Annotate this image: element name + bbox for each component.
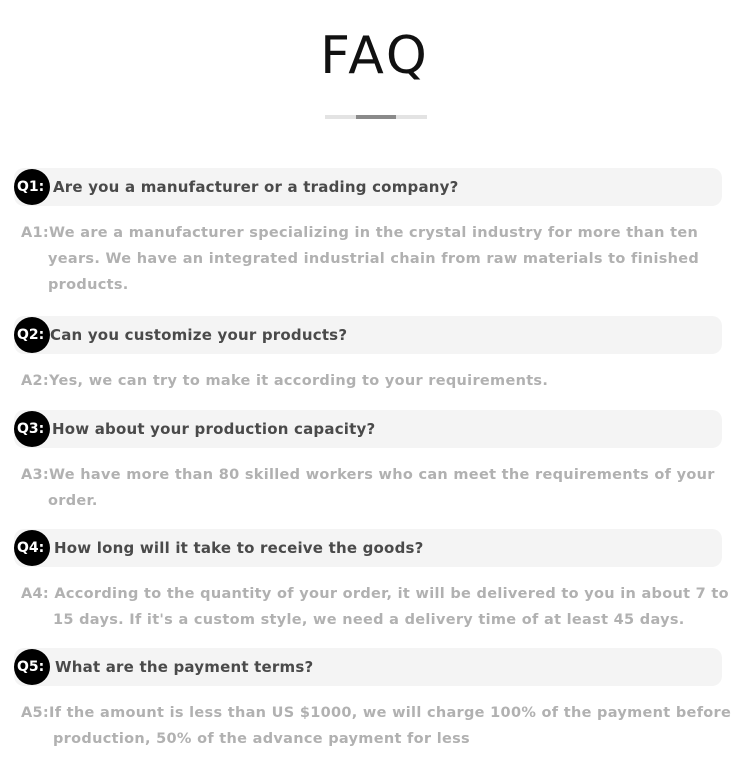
question-text-1: Are you a manufacturer or a trading company? <box>53 178 459 196</box>
question-badge-1: Q1: <box>14 169 50 205</box>
answer-2-line-1: A2:Yes, we can try to make it according to your requirements. <box>21 373 549 389</box>
question-text-2: Can you customize your products? <box>50 326 348 344</box>
faq-question-1 <box>14 168 722 206</box>
question-badge-5: Q5: <box>14 649 50 685</box>
answer-5-line-1: A5:If the amount is less than US $1000, we will charge 100% of the payment before <box>21 705 732 721</box>
faq-question-5 <box>14 648 722 686</box>
faq-answer-4 <box>21 581 729 633</box>
answer-4-line-2: 15 days. If it's a custom style, we need a delivery time of at least 45 days. <box>53 612 685 628</box>
faq-answer-2 <box>21 368 721 394</box>
question-badge-3: Q3: <box>14 411 50 447</box>
answer-1-line-3: products. <box>48 277 129 293</box>
answer-3-line-1: A3:We have more than 80 skilled workers who can meet the requirements of your <box>21 467 715 483</box>
answer-1-line-1: A1:We are a manufacturer specializing in the crystal industry for more than ten <box>21 225 699 241</box>
page-title: FAQ <box>320 26 430 86</box>
answer-1-line-2: years. We have an integrated industrial chain from raw materials to finished <box>48 251 700 267</box>
question-badge-4: Q4: <box>14 530 50 566</box>
faq-question-3 <box>14 410 722 448</box>
faq-answer-5 <box>21 700 732 752</box>
faq-question-2 <box>14 316 722 354</box>
faq-answer-1 <box>21 220 721 298</box>
question-text-5: What are the payment terms? <box>55 658 314 676</box>
faq-answer-3 <box>21 462 721 514</box>
faq-question-4 <box>14 529 722 567</box>
title-divider-accent <box>356 115 396 119</box>
title-divider <box>325 115 427 119</box>
question-badge-2: Q2: <box>14 317 50 353</box>
answer-4-line-1: A4: According to the quantity of your order, it will be delivered to you in about 7 to <box>21 586 729 602</box>
question-text-4: How long will it take to receive the goods? <box>54 539 424 557</box>
answer-3-line-2: order. <box>48 493 98 509</box>
answer-5-line-2: production, 50% of the advance payment for less <box>53 731 470 747</box>
question-text-3: How about your production capacity? <box>52 420 376 438</box>
